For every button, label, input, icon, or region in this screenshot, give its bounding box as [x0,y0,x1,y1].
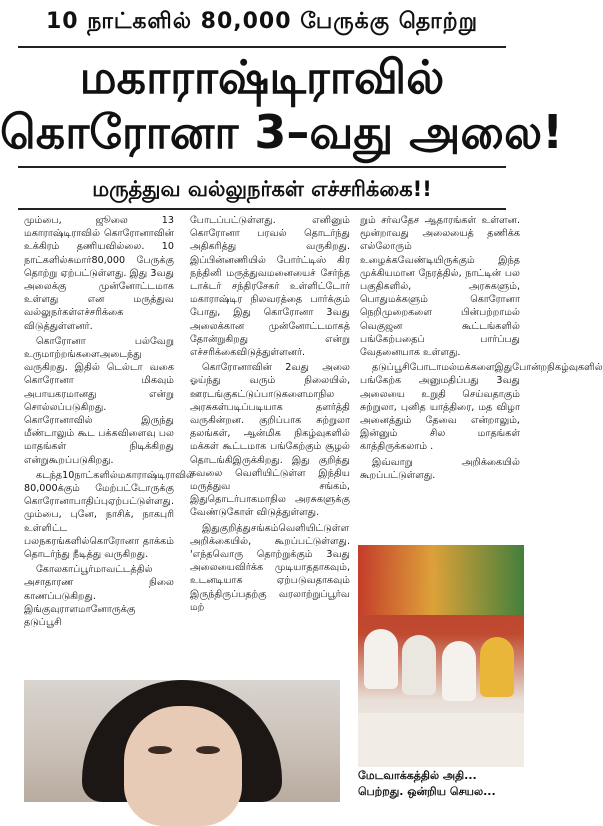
photo-person-shape [442,641,476,701]
top-rule [18,46,506,48]
subhead-bottom-rule [18,208,506,210]
woman-portrait-photo [24,680,340,802]
officials-meeting-photo [358,545,524,767]
photo-person-shape [402,635,436,695]
article-paragraph: றும் சர்வதேச ஆதாரங்கள் உள்ளன. மூன்றாவது அலையைத் தணிக்க எல்லோரும் உழைக்கவேண்டியிருக்கும் இந்த முக்கியமான நேரத்தில், நாட்டின் பல பகுதிகளில், அரசுகளும், பொதுமக்களும் கொரோனா நெறிமுறைகளை பின்பற்றாமல் வெகுஜன கூட்டங்களில் பங்கேற்பதைப் பார்ப்பது வேதனையாக உள்ளது. [360,215,520,359]
photo-face-shape [124,706,242,826]
photo-eye-shape [148,746,172,754]
article-paragraph: கொரோனாவின் 2வது அலை ஓய்ந்து வரும் நிலையில், ஊரடங்குகட்டுப்பாடுகளைமாநில அரசுகள்படிப்படியாக தளர்த்தி வருகின்றன. குறிப்பாக சுற்றுலா தலங்கள், ஆன்மிக நிகழ்வுகளில் மக்கள் கூட்டமாக பங்கேற்கும் சூழல் தொடங்கிஇருக்கிறது. இது குறித்து கவலை வெளியிட்டுள்ள இந்திய மருத்துவ சங்கம், இதுதொடர்பாகமாநில அரசுகளுக்கு வேண்டுகோள் விடுத்துள்ளது. [190,362,350,519]
article-paragraph: இதுகுறித்துசங்கம்வெளியிட்டுள்ள அறிக்கையில், கூறப்பட்டுள்ளது. 'எந்தவொரு தொற்றுக்கும் 3வது அலையைவிர்க்க முடியாததாகவும், உடனடியாக ஏற்படுவதாகவும் இருந்திருப்பதற்கு வரலாற்றுப்பூர்வ மற் [190,522,350,613]
article-paragraph: மும்பை, ஜூலை 13 மகாராஷ்டிராவில் கொரோனாவின் உக்கிரம் தணியவில்லை. 10 நாட்களில்சுமார்80,000 பேருக்கு தொற்று ஏற்பட்டுள்ளது. இது 3வது அலைக்கு முன்னோட்டமாக உள்ளது என மருத்துவ வல்லுநர்கள்எச்சரிக்கை விடுத்துள்ளனர். [24,215,174,332]
photo-person-shape [364,629,398,689]
article-paragraph: இவ்வாறு அறிக்கையில் கூறப்பட்டுள்ளது. [360,456,520,481]
article-paragraph: கொரோனா பல்வேறு உருமாற்றங்களைஅடைந்து வருகிறது. இதில் டெல்டா வகை கொரோனா மிகவும் அபாயகரமானது என்று சொல்லப்படுகிறது. கொரோனாவில் இருந்து மீண்டாலும் கூட பக்கவிளைவு பல மாதங்கள் நிடிக்கிறது என்றுகூறப்படுகிறது. [24,335,174,466]
article-paragraph: கடந்த10நாட்களில்மகாராஷ்டிராவில் 80,000க்கும் மேற்பட்டோருக்கு கொரோனாபாதிப்புஏற்பட்டுள்ளது. மும்பை, புனே, நாசிக், நாகபுரி உள்ளிட்ட பலநகரங்களில்கொரோனா தாக்கம் தொடர்ந்து நீடித்து வருகிறது. [24,469,194,561]
article-paragraph: போடப்பட்டுள்ளது. எனினும் கொரோனா பரவல் தொடர்ந்து அதிகரித்து வருகிறது. இப்பின்னணியில் போர்ட்டிஸ் கிர நந்தினி மருத்துவமனையைச் சேர்ந்த டாக்டர் சந்திரசேகர் உள்ளிட்டோர் மகாராஷ்டிர நிலவரத்தை பார்க்கும் போது, இது கொரோனா 3வது அலைக்கான முன்னோட்டமாகத் தோன்றுகிறது என்று எச்சரிக்கைவிடுத்துள்ளனர். [190,215,350,359]
photo-person-shape [480,637,514,697]
article-paragraph: கோலகாப்பூர்மாவட்டத்தில் அசாதாரண நிலை காணப்படுகிறது. இங்குவுராளமானோருக்கு தடுப்பூசி [24,564,174,629]
kicker-headline: 10 நாட்களில் 80,000 பேருக்கு தொற்று [45,9,479,34]
main-headline-line2: கொரோனா 3–வது அலை! [0,105,564,159]
main-headline-line1: மகாராஷ்டிராவில் [79,50,445,104]
subhead-top-rule [18,166,506,168]
photo-caption: மேடவாக்கத்தில் அதி... பெற்றது. ஒன்றிய செயல... [358,769,496,798]
photo-eye-shape [196,746,220,754]
subheadline: மருத்துவ வல்லுநர்கள் எச்சரிக்கை!! [92,177,432,201]
article-column-1 [24,214,194,676]
photo-table-shape [358,713,524,767]
article-paragraph: தடுப்பூசிபோடாமல்மக்களைஇதுபோன்றநிகழ்வுகளில் பங்கேற்க அனுமதிப்பது 3வது அலையை உறுதி செய்வதாகும் சுற்றுலா, புனித யாத்திரை, மத விழா அனைத்தும் தேவை என்றாலும், இன்னும் சில மாதங்கள் காத்திருக்கலாம் . [360,362,603,453]
article-column-3 [360,214,603,540]
photo-banner-backdrop [358,545,524,615]
